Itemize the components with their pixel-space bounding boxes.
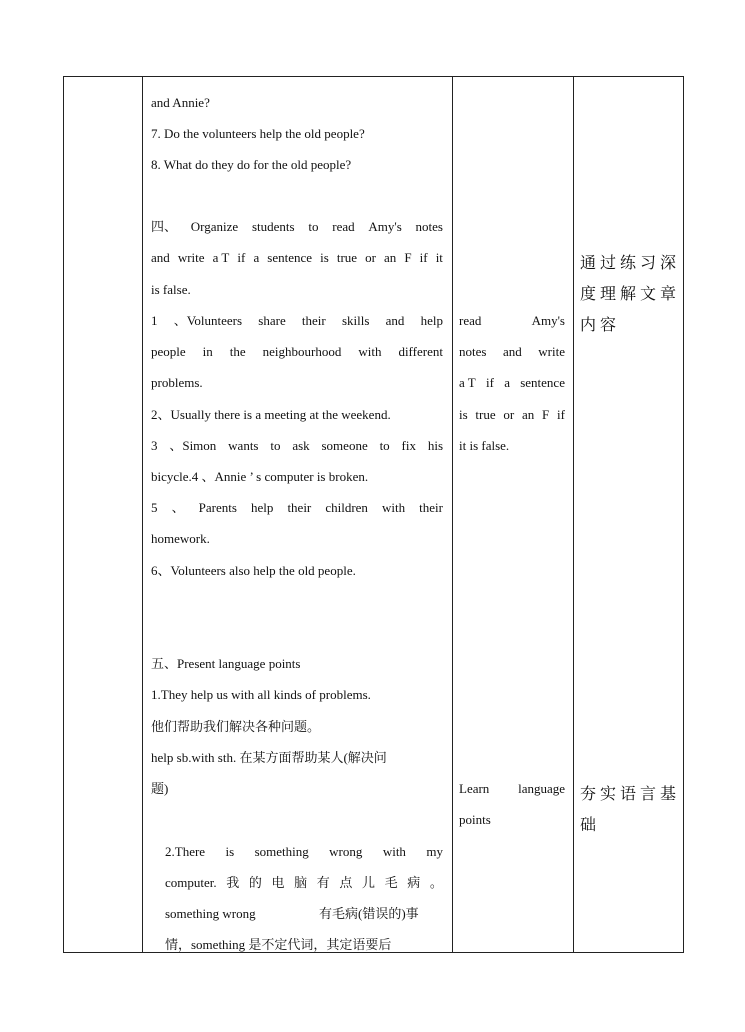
word: help — [250, 500, 274, 515]
word: true — [475, 407, 496, 422]
statement-6: 6、Volunteers also help the old people. — [151, 563, 356, 578]
goal-line: 夯实语言基 — [580, 784, 681, 803]
word: 2.There — [165, 844, 206, 859]
word: in — [202, 344, 213, 359]
word: children — [325, 500, 368, 515]
word: skills — [341, 313, 370, 328]
word: 有 — [316, 875, 330, 890]
word: wants — [228, 438, 259, 453]
word: 5 — [151, 500, 158, 515]
word: is — [459, 407, 468, 422]
word: help — [420, 313, 443, 328]
word: 1 — [151, 313, 158, 328]
word: if — [557, 407, 565, 422]
word: if — [419, 250, 428, 265]
language-point-2-phrase: something wrong — [165, 906, 256, 921]
word: 脑 — [294, 875, 308, 890]
language-point-1-translation: 他们帮助我们解决各种问题。 — [151, 719, 321, 734]
word: fix — [401, 438, 416, 453]
goal-line: 度理解文章 — [580, 284, 681, 303]
goal-line: 内容 — [580, 315, 621, 334]
word: notes — [459, 344, 487, 359]
word: a T — [212, 250, 230, 265]
teaching-goal-cell — [574, 77, 684, 953]
word: neighbourhood — [262, 344, 342, 359]
word: 、 — [171, 500, 185, 515]
word: Amy's — [368, 219, 402, 234]
word: ask — [292, 438, 310, 453]
language-point-2-phrase-meaning: 有毛病(错误的)事 — [319, 906, 419, 921]
word: a — [504, 375, 510, 390]
word: students — [251, 219, 295, 234]
word: Parents — [198, 500, 237, 515]
word: 四、 — [151, 219, 178, 234]
section-five-heading: 五、Present language points — [151, 656, 301, 671]
word: something — [254, 844, 309, 859]
word: F — [404, 250, 412, 265]
teaching-content-cell — [143, 77, 453, 953]
statement-3 — [151, 437, 443, 455]
word: computer. — [165, 875, 217, 890]
word: read — [332, 219, 355, 234]
statement-1 — [151, 312, 443, 330]
word: 。 — [429, 875, 443, 890]
word: an — [384, 250, 397, 265]
word: someone — [321, 438, 368, 453]
activity-read-notes-cont — [459, 374, 565, 392]
statement-5 — [151, 499, 443, 517]
word: their — [419, 500, 443, 515]
word: it — [435, 250, 443, 265]
word: their — [287, 500, 312, 515]
word: write — [538, 344, 565, 359]
statement-3-4: bicycle.4 、Annie ’ s computer is broken. — [151, 469, 369, 484]
word: their — [301, 313, 326, 328]
word: with — [358, 344, 382, 359]
word: Learn — [459, 781, 490, 796]
language-point-1-phrase: help sb.with sth. 在某方面帮助某人(解决问 — [151, 750, 387, 765]
statement-1-end: problems. — [151, 375, 203, 390]
activity-read-notes-cont — [459, 343, 565, 361]
word: 的 — [248, 875, 262, 890]
word: 点 — [339, 875, 353, 890]
activity-read-notes-cont — [459, 406, 565, 424]
word: sentence — [267, 250, 313, 265]
statement-5-end: homework. — [151, 531, 210, 546]
word: 3 — [151, 438, 158, 453]
question-7: 7. Do the volunteers help the old people? — [151, 126, 365, 141]
section-four-instruction-end: is false. — [151, 282, 191, 297]
language-point-1: 1.They help us with all kinds of problems. — [151, 687, 371, 702]
language-point-1-phrase-end: 题) — [151, 781, 169, 796]
section-four-instruction — [151, 249, 443, 267]
word: if — [485, 375, 494, 390]
word: true — [336, 250, 358, 265]
word: and — [151, 250, 170, 265]
word: F — [542, 407, 550, 422]
word: to — [270, 438, 281, 453]
lesson-plan-table — [63, 76, 684, 953]
word: with — [381, 500, 406, 515]
word: is — [225, 844, 235, 859]
word: 我 — [226, 875, 240, 890]
word: Organize — [190, 219, 239, 234]
section-four-heading — [151, 218, 443, 236]
word: wrong — [329, 844, 363, 859]
activity-read-notes — [459, 312, 565, 330]
word: and — [502, 344, 522, 359]
word: 电 — [271, 875, 285, 890]
step-column-cell — [64, 77, 143, 953]
goal-language-basics — [580, 778, 680, 840]
question-8: 8. What do they do for the old people? — [151, 157, 352, 172]
language-point-2 — [165, 843, 443, 861]
word: and — [385, 313, 405, 328]
word: read — [459, 313, 482, 328]
word: 、Simon — [169, 438, 217, 453]
word: my — [426, 844, 443, 859]
word: the — [229, 344, 246, 359]
word: write — [177, 250, 205, 265]
activity-learn-points — [459, 780, 565, 798]
question-tail: and Annie? — [151, 95, 210, 110]
word: his — [427, 438, 443, 453]
activity-learn-points-end: points — [459, 812, 491, 827]
goal-reading-comprehension — [580, 247, 680, 340]
word: if — [237, 250, 246, 265]
goal-line: 通过练习深 — [580, 253, 681, 272]
word: sentence — [520, 375, 565, 390]
language-point-2-translation — [165, 874, 443, 892]
word: or — [365, 250, 376, 265]
word: Amy's — [531, 313, 565, 328]
word: is — [320, 250, 329, 265]
word: different — [398, 344, 443, 359]
statement-2: 2、Usually there is a meeting at the weekend. — [151, 407, 391, 422]
word: notes — [415, 219, 443, 234]
word: with — [382, 844, 406, 859]
language-point-2-note: 情，something 是不定代词，其定语要后 — [165, 937, 392, 952]
word: an — [521, 407, 535, 422]
word: 毛 — [384, 875, 398, 890]
word: people — [151, 344, 186, 359]
word: 、Volunteers — [173, 313, 243, 328]
word: to — [379, 438, 390, 453]
word: a — [253, 250, 260, 265]
statement-1-cont — [151, 343, 443, 361]
word: 病 — [407, 875, 421, 890]
word: language — [518, 781, 565, 796]
word: share — [258, 313, 286, 328]
goal-line: 础 — [580, 815, 601, 834]
word: 儿 — [362, 875, 376, 890]
activity-read-notes-end: it is false. — [459, 438, 510, 453]
word: to — [308, 219, 319, 234]
word: or — [503, 407, 515, 422]
word: a T — [459, 375, 476, 390]
student-activity-cell — [453, 77, 574, 953]
